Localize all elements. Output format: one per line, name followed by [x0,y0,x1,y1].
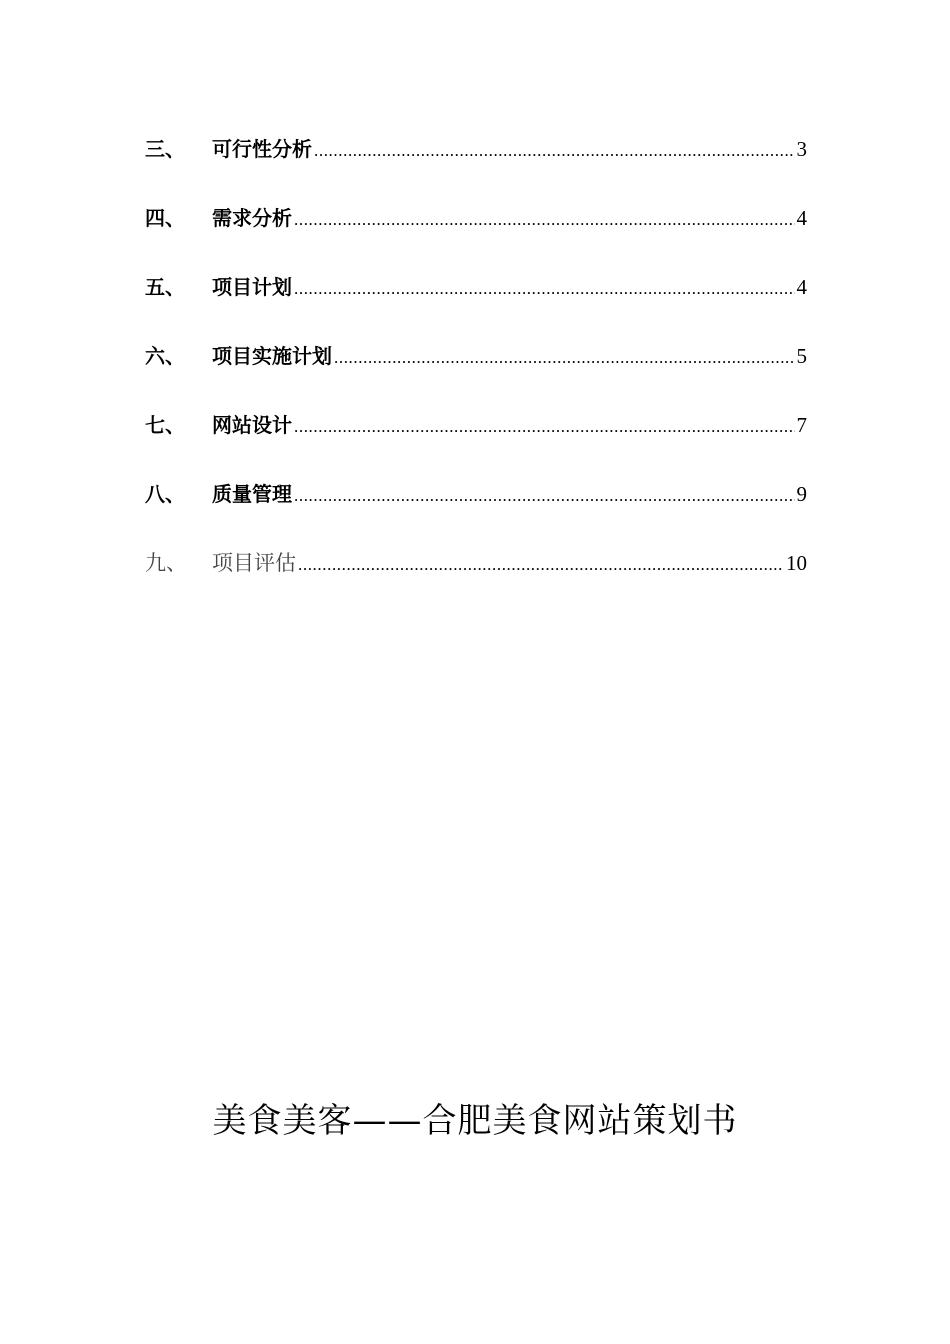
toc-entry-page: 5 [796,344,807,368]
toc-entry-page: 4 [796,275,807,299]
toc-dot-leader [294,272,795,306]
toc-dot-leader [298,548,784,582]
toc-entry-page: 9 [796,482,807,506]
toc-entry-page: 3 [796,137,807,161]
toc-entry-title: 可行性分析 [212,137,312,161]
toc-entry-title: 项目实施计划 [212,344,332,368]
toc-entry-website-design[interactable] [145,408,807,477]
toc-entry-requirements[interactable] [145,201,807,270]
toc-entry-feasibility[interactable] [145,132,807,201]
toc-dot-leader [294,203,795,237]
document-title: 美食美客——合肥美食网站策划书 [212,1101,738,1141]
toc-entry-number: 四、 [145,206,185,230]
toc-entry-number: 九、 [145,551,187,575]
toc-entry-page: 10 [786,551,807,575]
toc-entry-number: 八、 [145,482,185,506]
toc-entry-number: 三、 [145,137,185,161]
toc-entry-title: 网站设计 [212,413,292,437]
toc-entry-page: 4 [796,206,807,230]
toc-entry-number: 五、 [145,275,185,299]
toc-dot-leader [294,410,795,444]
toc-entry-implementation-plan[interactable] [145,339,807,408]
toc-entry-quality-management[interactable] [145,477,807,546]
toc-entry-project-evaluation[interactable] [145,546,807,615]
toc-entry-title: 项目计划 [212,275,292,299]
toc-entry-number: 六、 [145,344,185,368]
toc-entry-title: 需求分析 [212,206,292,230]
toc-entry-project-plan[interactable] [145,270,807,339]
table-of-contents [145,132,807,615]
toc-entry-title: 质量管理 [212,482,292,506]
toc-dot-leader [334,341,795,375]
toc-entry-title: 项目评估 [212,551,296,575]
toc-dot-leader [294,479,795,513]
toc-entry-page: 7 [796,413,807,437]
toc-entry-number: 七、 [145,413,185,437]
toc-dot-leader [314,134,795,168]
